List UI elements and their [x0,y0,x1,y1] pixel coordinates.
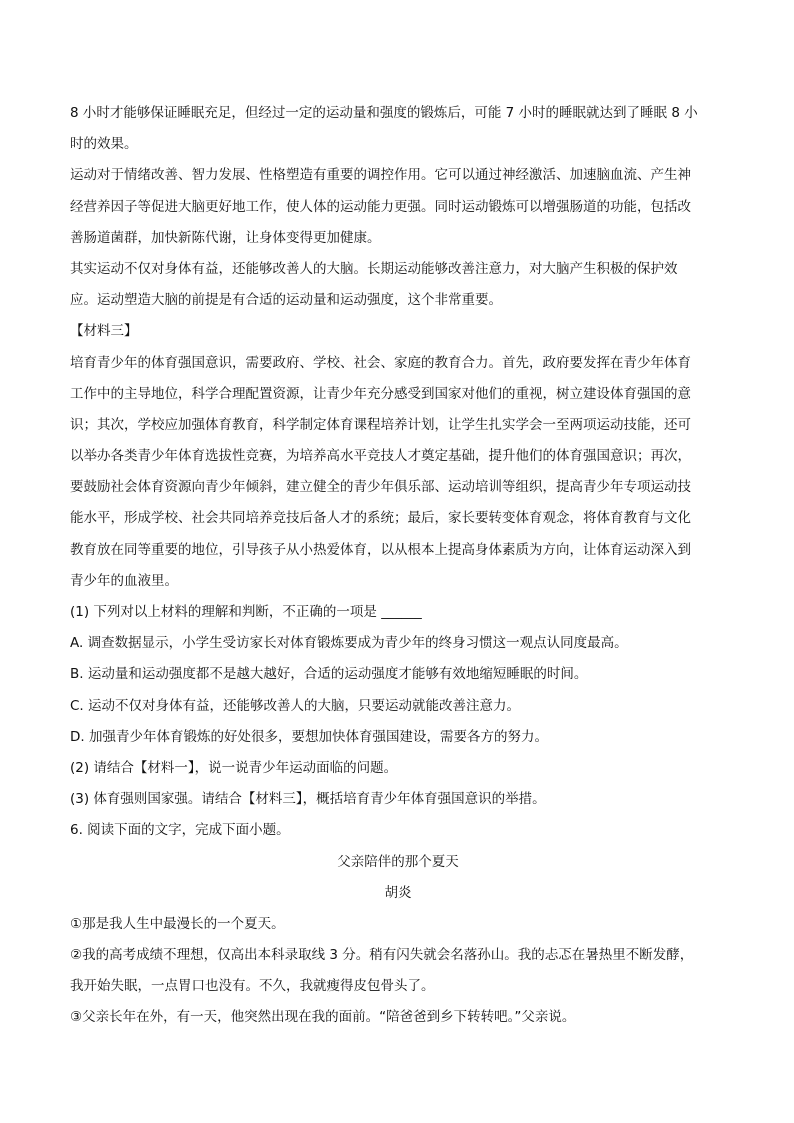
article-title: 父亲陪伴的那个夏天 [337,853,459,870]
paragraph-line: 善肠道菌群，加快新陈代谢，让身体变得更加健康。 [70,229,381,246]
paragraph-line: 我开始失眠，一点胃口也没有。不久，我就瘦得皮包骨头了。 [70,978,435,995]
question-line: 6. 阅读下面的文字，完成下面小题。 [70,822,290,839]
option-line: C. 运动不仅对身体有益，还能够改善人的大脑，只要运动就能改善注意力。 [70,697,521,714]
paragraph-line: 识；其次，学校应加强体育教育，科学制定体育课程培养计划，让学生扎实学会一至两项运动技能，还可 [70,416,691,433]
question-line: (2) 请结合【材料一】，说一说青少年运动面临的问题。 [70,759,398,776]
paragraph-line: 应。运动塑造大脑的前提是有合适的运动量和运动强度，这个非常重要。 [70,292,502,309]
question-line: (1) 下列对以上材料的理解和判断，不正确的一项是 ______ [70,604,422,620]
paragraph-line: ①那是我人生中最漫长的一个夏天。 [70,915,285,932]
paragraph-line: 以举办各类青少年体育选拔性竞赛，为培养高水平竞技人才奠定基础，提升他们的体育强国意识；再次， [70,448,691,465]
paragraph-line: 要鼓励社会体育资源向青少年倾斜，建立健全的青少年俱乐部、运动培训等组织，提高青少年专项运动技 [70,479,691,496]
paragraph-line: 时的效果。 [70,136,138,153]
option-line: D. 加强青少年体育锻炼的好处很多，要想加快体育强国建设，需要各方的努力。 [70,728,548,745]
option-line: A. 调查数据显示，小学生受访家长对体育锻炼要成为青少年的终身习惯这一观点认同度最高。 [70,635,628,652]
paragraph-line: ③父亲长年在外，有一天，他突然出现在我的面前。“陪爸爸到乡下转转吧。”父亲说。 [70,1009,576,1026]
option-line: B. 运动量和运动强度都不是越大越好，合适的运动强度才能够有效地缩短睡眠的时间。 [70,666,588,683]
paragraph-line: ②我的高考成绩不理想，仅高出本科录取线 3 分。稍有闪失就会名落孙山。我的忐忑在暑热里不断发酵， [70,947,694,964]
article-author: 胡炎 [384,884,412,901]
material-heading: 【材料三】 [70,323,138,340]
paragraph-line: 8 小时才能够保证睡眠充足，但经过一定的运动量和强度的锻炼后，可能 7 小时的睡眠就达到了睡眠 8 小 [70,105,698,121]
paragraph-line: 青少年的血液里。 [70,572,178,589]
paragraph-line: 教育放在同等重要的地位，引导孩子从小热爱体育，以从根本上提高身体素质为方向，让体育运动深入到 [70,541,691,558]
paragraph-line: 培育青少年的体育强国意识，需要政府、学校、社会、家庭的教育合力。首先，政府要发挥在青少年体育 [70,354,691,371]
document-body [70,98,726,1034]
paragraph-line: 运动对于情绪改善、智力发展、性格塑造有重要的调控作用。它可以通过神经激活、加速脑血流、产生神 [70,167,691,184]
paragraph-line: 工作中的主导地位，科学合理配置资源，让青少年充分感受到国家对他们的重视，树立建设体育强国的意 [70,385,691,402]
paragraph-line: 能水平，形成学校、社会共同培养竞技后备人才的系统；最后，家长要转变体育观念，将体育教育与文化 [70,510,691,527]
paragraph-line: 其实运动不仅对身体有益，还能够改善人的大脑。长期运动能够改善注意力，对大脑产生积极的保护效 [70,260,678,277]
paragraph-line: 经营养因子等促进大脑更好地工作，使人体的运动能力更强。同时运动锻炼可以增强肠道的功能，包括改 [70,198,691,215]
question-line: (3) 体育强则国家强。请结合【材料三】，概括培育青少年体育强国意识的举措。 [70,791,546,808]
